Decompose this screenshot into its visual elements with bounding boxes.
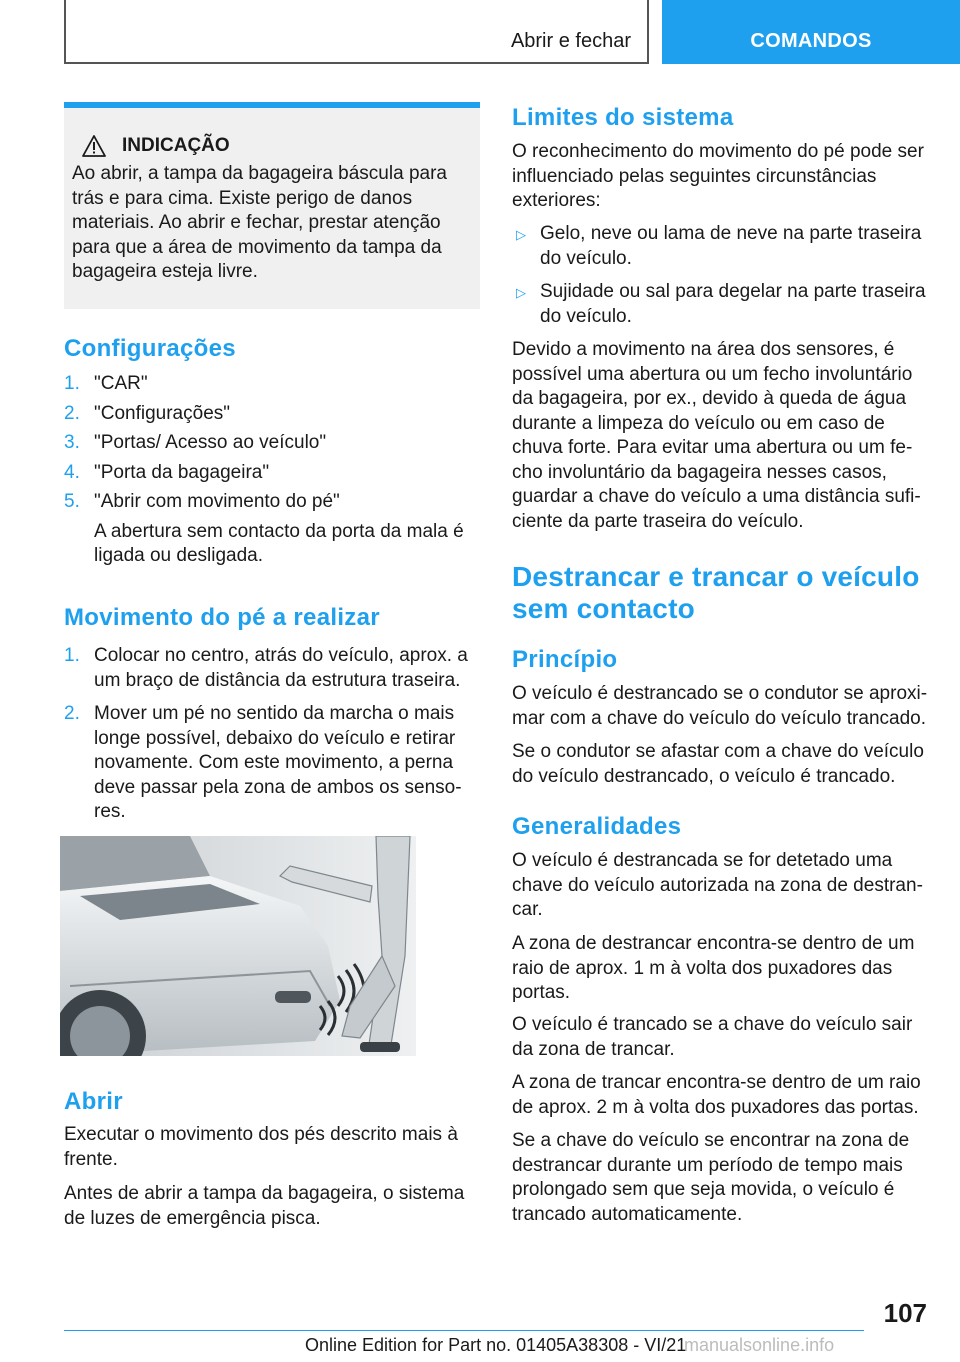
note-body: Ao abrir, a tampa da bagageira báscula para trás e para cima. Existe perigo de danos materiais. Ao abrir e fechar, prestar atenção para que a área de movimento da tampa da bagageira esteja livre. xyxy=(72,163,447,282)
list-item: 3. "Portas/ Acesso ao veículo" xyxy=(64,432,327,453)
footer-divider xyxy=(64,1330,864,1331)
movement-steps xyxy=(64,644,480,825)
heading-configuracoes: Configurações xyxy=(64,335,236,362)
list-item: 5. "Abrir com movimento do pé" xyxy=(64,491,340,512)
general-paragraph-2: A zona de destrancar encontra-se dentro de um raio de aprox. 1 m à volta dos puxadores das portas. xyxy=(512,933,915,1003)
note-title: INDICAÇÃO xyxy=(122,135,230,156)
heading-generalidades: Generalidades xyxy=(512,813,682,840)
limits-paragraph: Devido a movimento na área dos sensores, é possível uma abertura ou um fecho involuntário da bagageira, por ex., devido à queda de água durante a limpeza do veículo ou em caso de chuva forte. Para evitar uma abertura ou um fecho involuntário da bagageira nesses casos, guardar a chave do veículo a uma distância suficiente da parte traseira do veículo. xyxy=(512,339,921,532)
general-paragraph-1: O veículo é destrancada se for detetado uma chave do veículo autorizada na zona de destrancar. xyxy=(512,850,923,920)
heading-abrir: Abrir xyxy=(64,1088,123,1115)
limits-bullets xyxy=(512,213,928,329)
heading-principio: Princípio xyxy=(512,646,618,673)
list-item: 1. "CAR" xyxy=(64,373,148,394)
bullet-triangle-icon: ▷ xyxy=(516,227,526,242)
note-title-row xyxy=(82,134,472,158)
warning-icon xyxy=(82,135,106,157)
list-item: 1. Colocar no centro, atrás do veículo, aprox. a um braço de distância da estrutura traseira. xyxy=(64,645,468,691)
list-item: 2. "Configurações" xyxy=(64,402,231,424)
edition-text: Online Edition for Part no. 01405A38308 - VI/21 xyxy=(305,1335,687,1355)
bullet-triangle-icon: ▷ xyxy=(516,285,526,300)
heading-movimento: Movimento do pé a realizar xyxy=(64,604,380,631)
general-paragraph-4: A zona de trancar encontra-se dentro de um raio de aprox. 2 m à volta dos puxadores das portas. xyxy=(512,1072,921,1118)
list-item: 2. Mover um pé no sentido da marcha o mais longe possível, debaixo do veículo e retirar novamente. Com este movimento, a perna deve passar pela zona de ambos os sensores. xyxy=(64,703,462,822)
general-paragraph-3: O veículo é trancado se a chave do veículo sair da zona de trancar. xyxy=(512,1014,913,1060)
list-item: ▷ Gelo, neve ou lama de neve na parte traseira do veículo. xyxy=(512,222,928,271)
open-paragraph-1: Executar o movimento dos pés descrito mais à frente. xyxy=(64,1124,458,1170)
open-paragraph-2: Antes de abrir a tampa da bagageira, o sistema de luzes de emergência pisca. xyxy=(64,1183,465,1229)
car-rear-illustration xyxy=(60,836,416,1056)
chapter-tab[interactable]: COMANDOS xyxy=(662,0,960,64)
principle-paragraph-1: O veículo é destrancado se o condutor se aproximar com a chave do veículo do veículo trancado. xyxy=(512,683,928,729)
header-section-box xyxy=(64,0,649,64)
general-paragraph-5: Se a chave do veículo se encontrar na zona de destrancar durante um período de tempo mais prolongado sem que seja movida, o veículo é trancado automaticamente. xyxy=(512,1130,910,1225)
heading-destrancar: Destrancar e trancar o veículo sem contacto xyxy=(512,561,920,624)
limits-intro: O reconhecimento do movimento do pé pode ser influenciado pelas seguintes circunstâncias exteriores: xyxy=(512,141,924,211)
config-steps xyxy=(64,372,480,569)
watermark: manualsonline.info xyxy=(684,1335,835,1355)
indication-note xyxy=(64,102,480,309)
list-item: 4. "Porta da bagageira" xyxy=(64,461,270,483)
foot-gesture-illustration xyxy=(60,836,416,1056)
list-item-note: A abertura sem contacto da porta da mala é ligada ou desligada. xyxy=(94,520,464,566)
principle-paragraph-2: Se o condutor se afastar com a chave do veículo do veículo destrancado, o veículo é trancado. xyxy=(512,741,924,787)
page-number: 107 xyxy=(883,1298,927,1328)
section-title: Abrir e fechar xyxy=(510,30,631,52)
list-item: ▷ Sujidade ou sal para degelar na parte traseira do veículo. xyxy=(512,280,928,329)
heading-limites: Limites do sistema xyxy=(512,104,734,131)
